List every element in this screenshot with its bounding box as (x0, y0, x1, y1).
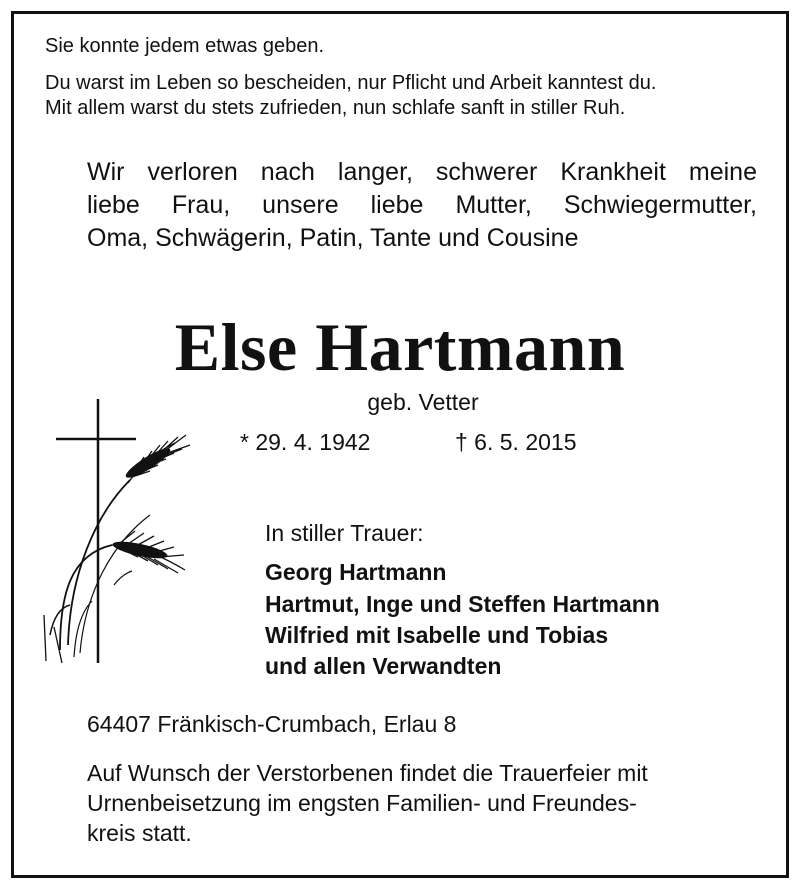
mourning-heading: In stiller Trauer: (265, 520, 424, 546)
intro-line-2: liebe Frau, unsere liebe Mutter, Schwiegermutter, (87, 191, 757, 219)
funeral-line-2: Urnenbeisetzung im engsten Familien- und Freundes- (87, 790, 637, 816)
verse-line-1: Sie konnte jedem etwas geben. (45, 35, 325, 57)
mourner-name: Hartmut, Inge und Steffen Hartmann (265, 591, 660, 617)
verse-line-3: Mit allem warst du stets zufrieden, nun schlafe sanft in stiller Ruh. (45, 97, 626, 119)
funeral-notice (87, 758, 757, 848)
mourner-name: und allen Verwandten (265, 653, 502, 679)
verse-line-2: Du warst im Leben so bescheiden, nur Pflicht und Arbeit kanntest du. (45, 72, 657, 94)
cross-with-wheat-icon (40, 395, 205, 665)
mourner-name: Georg Hartmann (265, 559, 447, 585)
birth-name: geb. Vetter (367, 389, 479, 415)
intro-text (87, 156, 757, 255)
family-address: 64407 Fränkisch-Crumbach, Erlau 8 (87, 711, 457, 737)
death-date: † 6. 5. 2015 (455, 429, 577, 455)
birth-date: * 29. 4. 1942 (240, 429, 371, 455)
intro-line-3: Oma, Schwägerin, Patin, Tante und Cousine (87, 224, 579, 252)
funeral-line-1: Auf Wunsch der Verstorbenen findet die Trauerfeier mit (87, 760, 648, 786)
deceased-name: Else Hartmann (174, 309, 626, 385)
funeral-line-3: kreis statt. (87, 820, 192, 846)
mourner-name: Wilfried mit Isabelle und Tobias (265, 622, 609, 648)
intro-line-1: Wir verloren nach langer, schwerer Krankheit meine (87, 158, 757, 186)
